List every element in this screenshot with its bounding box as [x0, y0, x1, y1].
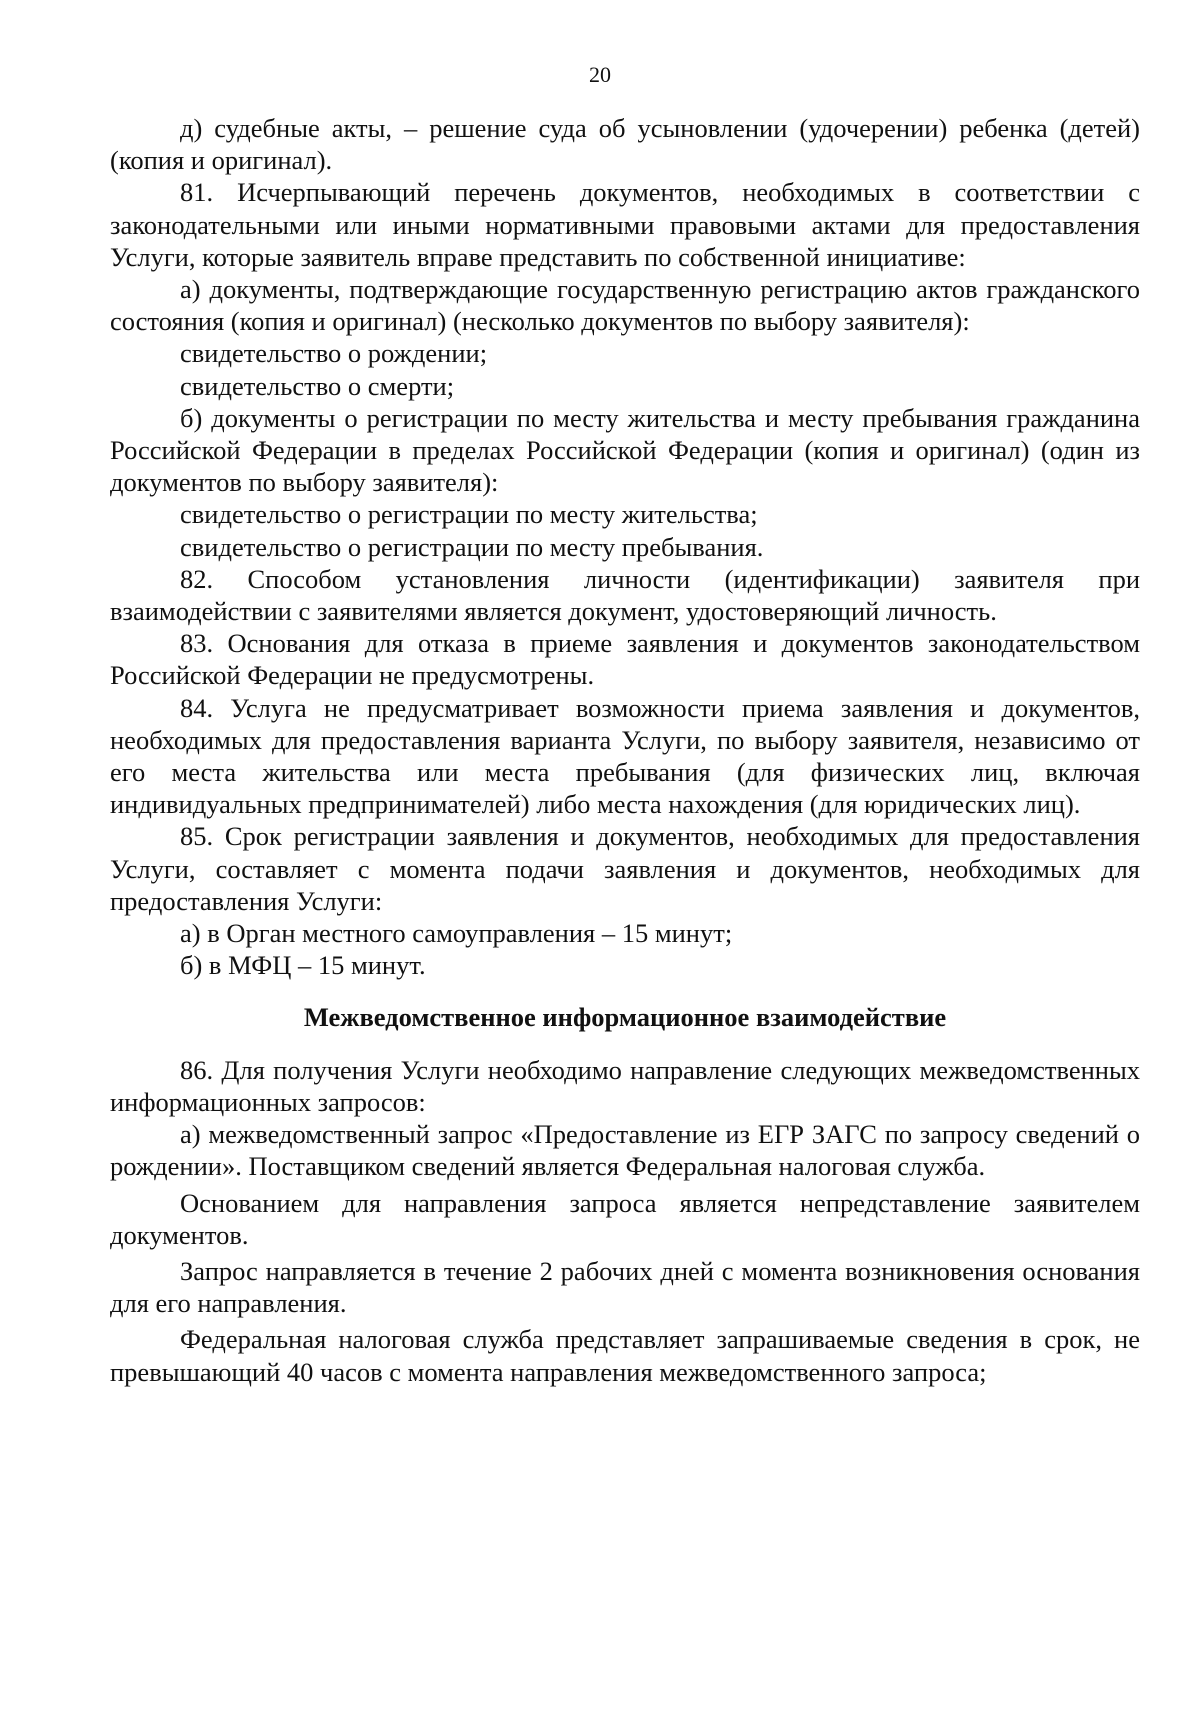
paragraph-d-court-acts: д) судебные акты, – решение суда об усыновлении (удочерении) ребенка (детей) (копия и оригинал). — [110, 113, 1140, 176]
paragraph-84: 84. Услуга не предусматривает возможности приема заявления и документов, необходимых для предоставления варианта Услуги, по выбору заявителя, независимо от его места жительства или места пребывания (для физических лиц, включая индивидуальных предпринимателей) либо места нахождения (для юридических лиц). — [110, 692, 1140, 820]
list-item-death-certificate: свидетельство о смерти; — [180, 370, 455, 401]
paragraph-86: 86. Для получения Услуги необходимо направление следующих межведомственных информационных запросов: — [110, 1054, 1140, 1117]
paragraph-85: 85. Срок регистрации заявления и документов, необходимых для предоставления Услуги, составляет с момента подачи заявления и документов, необходимых для предоставления Услуги: — [110, 821, 1140, 916]
list-item-birth-certificate: свидетельство о рождении; — [180, 338, 488, 369]
list-item-stay-registration: свидетельство о регистрации по месту пребывания. — [180, 531, 764, 562]
paragraph-85-b: б) в МФЦ – 15 минут. — [180, 950, 426, 981]
page-number: 20 — [589, 62, 611, 87]
list-item-residence-registration: свидетельство о регистрации по месту жительства; — [180, 499, 758, 530]
paragraph-81-a: а) документы, подтверждающие государственную регистрацию актов гражданского состояния (копия и оригинал) (несколько документов по выбору заявителя): — [110, 274, 1140, 337]
document-body — [110, 112, 1140, 1388]
paragraph-86-a: а) межведомственный запрос «Предоставление из ЕГР ЗАГС по запросу сведений о рождении». Поставщиком сведений является Федеральная налоговая служба. — [110, 1119, 1140, 1182]
paragraph-82: 82. Способом установления личности (идентификации) заявителя при взаимодействии с заявителями является документ, удостоверяющий личность. — [110, 563, 1140, 627]
section-heading: Межведомственное информационное взаимодействие — [303, 1002, 947, 1033]
paragraph-85-a: а) в Орган местного самоуправления – 15 минут; — [180, 918, 733, 949]
paragraph-tax-service-deadline: Федеральная налоговая служба представляет запрашиваемые сведения в срок, не превышающий 40 часов с момента направления межведомственного запроса; — [110, 1324, 1140, 1387]
paragraph-83: 83. Основания для отказа в приеме заявления и документов законодательством Российской Федерации не предусмотрены. — [110, 628, 1140, 691]
paragraph-request-basis: Основанием для направления запроса является непредставление заявителем документов. — [110, 1187, 1140, 1250]
paragraph-81-b: б) документы о регистрации по месту жительства и месту пребывания гражданина Российской Федерации в пределах Российской Федерации (копия и оригинал) (один из документов по выбору заявителя): — [110, 402, 1140, 498]
paragraph-request-timing: Запрос направляется в течение 2 рабочих дней с момента возникновения основания для его направления. — [110, 1255, 1140, 1319]
paragraph-81: 81. Исчерпывающий перечень документов, необходимых в соответствии с законодательными или иными нормативными правовыми актами для предоставления Услуги, которые заявитель вправе представить по собственной инициативе: — [110, 177, 1140, 272]
